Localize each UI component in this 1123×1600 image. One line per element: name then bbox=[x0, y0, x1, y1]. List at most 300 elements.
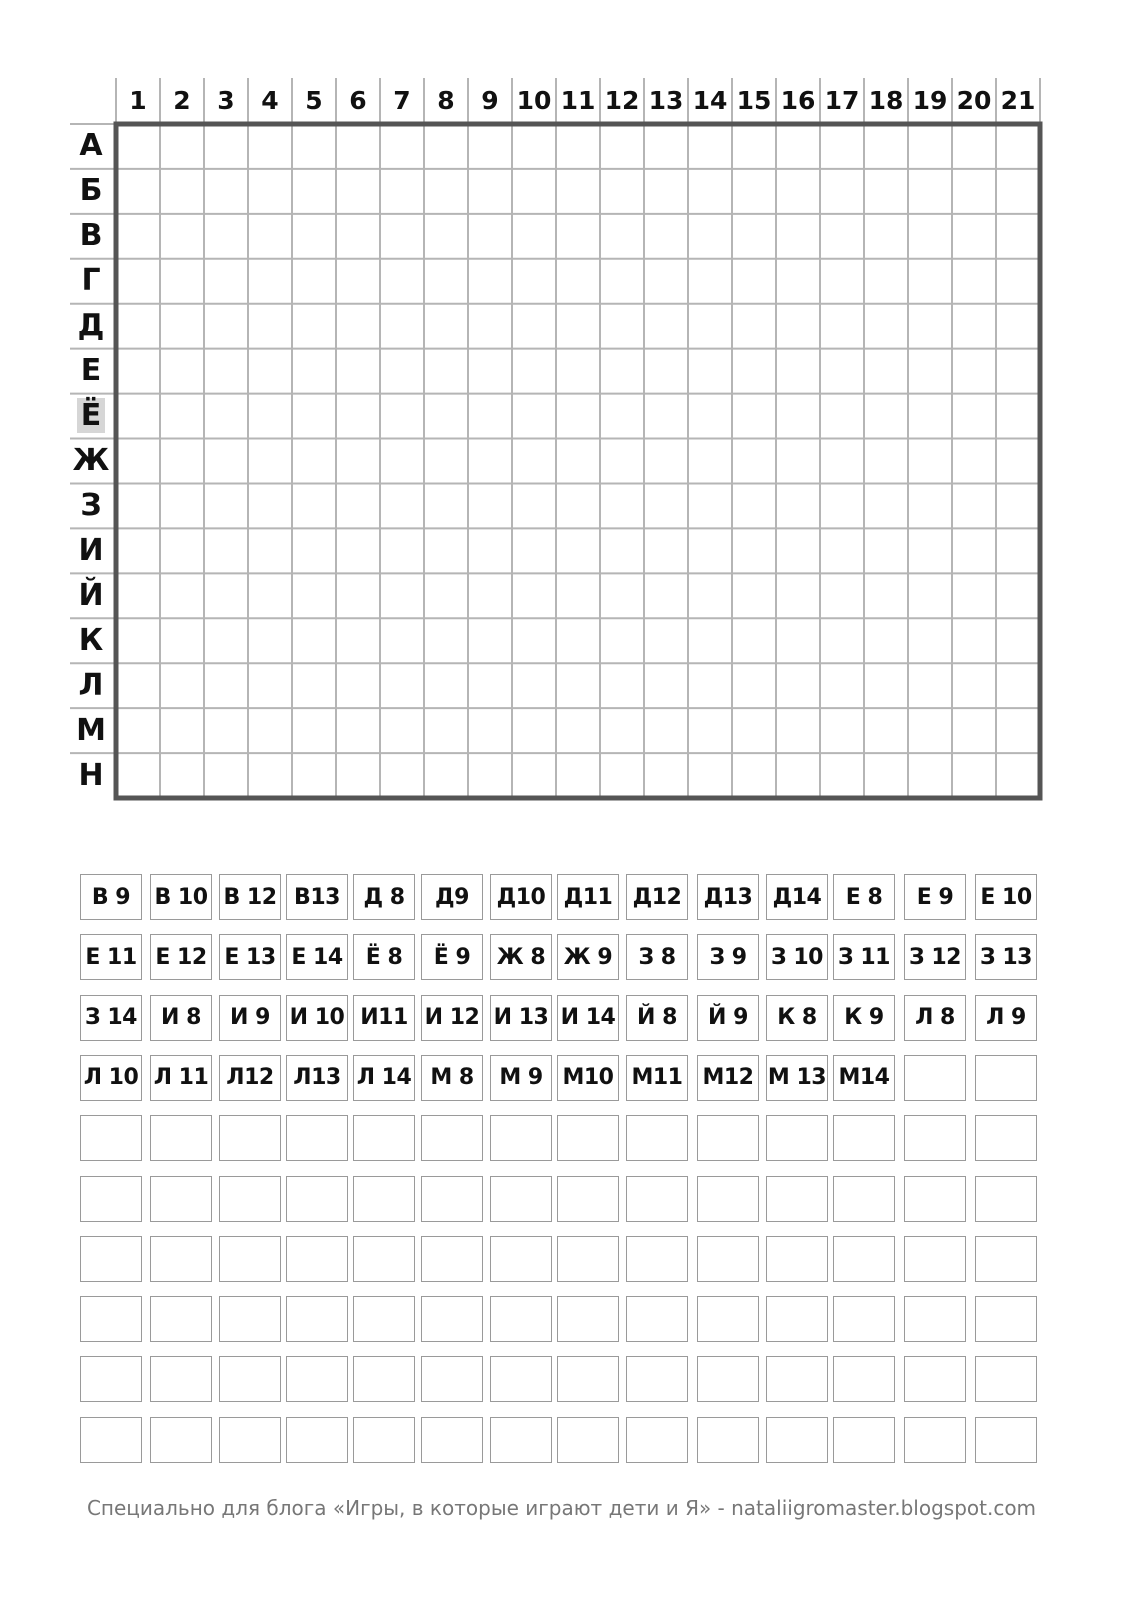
grid-cell[interactable] bbox=[381, 125, 423, 168]
grid-cell[interactable] bbox=[117, 440, 159, 483]
grid-cell[interactable] bbox=[337, 440, 379, 483]
grid-cell[interactable] bbox=[689, 350, 731, 393]
grid-cell[interactable] bbox=[117, 574, 159, 617]
grid-cell[interactable] bbox=[381, 619, 423, 662]
grid-cell[interactable] bbox=[117, 260, 159, 303]
grid-cell[interactable] bbox=[205, 395, 247, 438]
grid-cell[interactable] bbox=[337, 170, 379, 213]
grid-cell[interactable] bbox=[557, 395, 599, 438]
grid-cell[interactable] bbox=[205, 125, 247, 168]
grid-cell[interactable] bbox=[469, 125, 511, 168]
grid-cell[interactable] bbox=[381, 260, 423, 303]
grid-cell[interactable] bbox=[689, 170, 731, 213]
grid-cell[interactable] bbox=[601, 619, 643, 662]
grid-cell[interactable] bbox=[205, 215, 247, 258]
grid-cell[interactable] bbox=[953, 395, 995, 438]
grid-cell[interactable] bbox=[337, 260, 379, 303]
grid-cell[interactable] bbox=[821, 125, 863, 168]
grid-cell[interactable] bbox=[777, 305, 819, 348]
grid-cell[interactable] bbox=[821, 260, 863, 303]
grid-cell[interactable] bbox=[249, 215, 291, 258]
grid-cell[interactable] bbox=[733, 125, 775, 168]
grid-cell[interactable] bbox=[337, 574, 379, 617]
grid-cell[interactable] bbox=[689, 754, 731, 797]
grid-cell[interactable] bbox=[161, 440, 203, 483]
grid-cell[interactable] bbox=[337, 754, 379, 797]
grid-cell[interactable] bbox=[909, 305, 951, 348]
grid-cell[interactable] bbox=[117, 664, 159, 707]
grid-cell[interactable] bbox=[557, 215, 599, 258]
grid-cell[interactable] bbox=[645, 574, 687, 617]
grid-cell[interactable] bbox=[953, 170, 995, 213]
grid-cell[interactable] bbox=[381, 350, 423, 393]
grid-cell[interactable] bbox=[293, 709, 335, 752]
grid-cell[interactable] bbox=[293, 754, 335, 797]
grid-cell[interactable] bbox=[293, 529, 335, 572]
grid-cell[interactable] bbox=[733, 664, 775, 707]
grid-cell[interactable] bbox=[161, 709, 203, 752]
grid-cell[interactable] bbox=[909, 170, 951, 213]
grid-cell[interactable] bbox=[249, 619, 291, 662]
grid-cell[interactable] bbox=[117, 709, 159, 752]
grid-cell[interactable] bbox=[601, 260, 643, 303]
grid-cell[interactable] bbox=[821, 709, 863, 752]
grid-cell[interactable] bbox=[117, 484, 159, 527]
grid-cell[interactable] bbox=[953, 529, 995, 572]
grid-cell[interactable] bbox=[469, 754, 511, 797]
grid-cell[interactable] bbox=[689, 215, 731, 258]
grid-cell[interactable] bbox=[469, 484, 511, 527]
grid-cell[interactable] bbox=[953, 709, 995, 752]
grid-cell[interactable] bbox=[249, 350, 291, 393]
grid-cell[interactable] bbox=[777, 395, 819, 438]
grid-cell[interactable] bbox=[381, 215, 423, 258]
grid-cell[interactable] bbox=[381, 664, 423, 707]
grid-cell[interactable] bbox=[953, 754, 995, 797]
grid-cell[interactable] bbox=[425, 125, 467, 168]
grid-cell[interactable] bbox=[909, 215, 951, 258]
grid-cell[interactable] bbox=[161, 260, 203, 303]
grid-cell[interactable] bbox=[909, 260, 951, 303]
grid-cell[interactable] bbox=[777, 754, 819, 797]
grid-cell[interactable] bbox=[205, 619, 247, 662]
grid-cell[interactable] bbox=[161, 529, 203, 572]
grid-cell[interactable] bbox=[557, 574, 599, 617]
grid-cell[interactable] bbox=[865, 215, 907, 258]
grid-cell[interactable] bbox=[997, 395, 1039, 438]
grid-cell[interactable] bbox=[601, 574, 643, 617]
grid-cell[interactable] bbox=[645, 709, 687, 752]
grid-cell[interactable] bbox=[249, 260, 291, 303]
grid-cell[interactable] bbox=[513, 574, 555, 617]
grid-cell[interactable] bbox=[645, 170, 687, 213]
grid-cell[interactable] bbox=[601, 125, 643, 168]
grid-cell[interactable] bbox=[205, 305, 247, 348]
grid-cell[interactable] bbox=[557, 754, 599, 797]
grid-cell[interactable] bbox=[513, 484, 555, 527]
grid-cell[interactable] bbox=[645, 215, 687, 258]
grid-cell[interactable] bbox=[645, 395, 687, 438]
grid-cell[interactable] bbox=[513, 215, 555, 258]
grid-cell[interactable] bbox=[381, 170, 423, 213]
grid-cell[interactable] bbox=[205, 260, 247, 303]
grid-cell[interactable] bbox=[865, 170, 907, 213]
grid-cell[interactable] bbox=[337, 215, 379, 258]
grid-cell[interactable] bbox=[513, 754, 555, 797]
grid-cell[interactable] bbox=[777, 574, 819, 617]
grid-cell[interactable] bbox=[645, 350, 687, 393]
grid-cell[interactable] bbox=[821, 754, 863, 797]
grid-cell[interactable] bbox=[909, 395, 951, 438]
grid-cell[interactable] bbox=[953, 260, 995, 303]
grid-cell[interactable] bbox=[117, 125, 159, 168]
grid-cell[interactable] bbox=[865, 484, 907, 527]
grid-cell[interactable] bbox=[161, 754, 203, 797]
grid-cell[interactable] bbox=[425, 260, 467, 303]
grid-cell[interactable] bbox=[161, 484, 203, 527]
grid-cell[interactable] bbox=[821, 664, 863, 707]
grid-cell[interactable] bbox=[469, 574, 511, 617]
grid-cell[interactable] bbox=[821, 484, 863, 527]
grid-cell[interactable] bbox=[557, 350, 599, 393]
grid-cell[interactable] bbox=[953, 574, 995, 617]
grid-cell[interactable] bbox=[249, 574, 291, 617]
grid-cell[interactable] bbox=[953, 350, 995, 393]
grid-cell[interactable] bbox=[469, 305, 511, 348]
grid-cell[interactable] bbox=[425, 529, 467, 572]
grid-cell[interactable] bbox=[733, 260, 775, 303]
grid-cell[interactable] bbox=[777, 709, 819, 752]
grid-cell[interactable] bbox=[689, 260, 731, 303]
grid-cell[interactable] bbox=[601, 215, 643, 258]
grid-cell[interactable] bbox=[953, 305, 995, 348]
grid-cell[interactable] bbox=[513, 350, 555, 393]
grid-cell[interactable] bbox=[865, 395, 907, 438]
grid-cell[interactable] bbox=[337, 125, 379, 168]
grid-cell[interactable] bbox=[161, 574, 203, 617]
grid-cell[interactable] bbox=[557, 709, 599, 752]
grid-cell[interactable] bbox=[249, 170, 291, 213]
grid-cell[interactable] bbox=[557, 484, 599, 527]
grid-cell[interactable] bbox=[953, 125, 995, 168]
grid-cell[interactable] bbox=[293, 395, 335, 438]
grid-cell[interactable] bbox=[117, 395, 159, 438]
grid-cell[interactable] bbox=[777, 484, 819, 527]
grid-cell[interactable] bbox=[249, 440, 291, 483]
grid-cell[interactable] bbox=[953, 484, 995, 527]
grid-cell[interactable] bbox=[777, 170, 819, 213]
grid-cell[interactable] bbox=[645, 440, 687, 483]
grid-cell[interactable] bbox=[513, 440, 555, 483]
grid-cell[interactable] bbox=[513, 395, 555, 438]
grid-cell[interactable] bbox=[733, 395, 775, 438]
grid-cell[interactable] bbox=[249, 754, 291, 797]
grid-cell[interactable] bbox=[425, 754, 467, 797]
grid-cell[interactable] bbox=[337, 350, 379, 393]
grid-cell[interactable] bbox=[557, 125, 599, 168]
grid-cell[interactable] bbox=[293, 619, 335, 662]
grid-cell[interactable] bbox=[909, 709, 951, 752]
grid-cell[interactable] bbox=[337, 529, 379, 572]
grid-cell[interactable] bbox=[293, 484, 335, 527]
grid-cell[interactable] bbox=[689, 395, 731, 438]
grid-cell[interactable] bbox=[601, 754, 643, 797]
grid-cell[interactable] bbox=[381, 709, 423, 752]
grid-cell[interactable] bbox=[557, 619, 599, 662]
grid-cell[interactable] bbox=[469, 260, 511, 303]
grid-cell[interactable] bbox=[997, 709, 1039, 752]
grid-cell[interactable] bbox=[733, 350, 775, 393]
grid-cell[interactable] bbox=[997, 170, 1039, 213]
grid-cell[interactable] bbox=[513, 170, 555, 213]
grid-cell[interactable] bbox=[821, 395, 863, 438]
grid-cell[interactable] bbox=[689, 125, 731, 168]
grid-cell[interactable] bbox=[953, 440, 995, 483]
grid-cell[interactable] bbox=[601, 395, 643, 438]
grid-cell[interactable] bbox=[557, 260, 599, 303]
grid-cell[interactable] bbox=[601, 440, 643, 483]
grid-cell[interactable] bbox=[601, 709, 643, 752]
grid-cell[interactable] bbox=[865, 709, 907, 752]
grid-cell[interactable] bbox=[821, 619, 863, 662]
grid-cell[interactable] bbox=[953, 215, 995, 258]
grid-cell[interactable] bbox=[205, 529, 247, 572]
grid-cell[interactable] bbox=[821, 440, 863, 483]
grid-cell[interactable] bbox=[513, 260, 555, 303]
grid-cell[interactable] bbox=[865, 125, 907, 168]
grid-cell[interactable] bbox=[205, 754, 247, 797]
grid-cell[interactable] bbox=[249, 664, 291, 707]
grid-cell[interactable] bbox=[557, 664, 599, 707]
grid-cell[interactable] bbox=[381, 574, 423, 617]
grid-cell[interactable] bbox=[733, 709, 775, 752]
grid-cell[interactable] bbox=[249, 395, 291, 438]
grid-cell[interactable] bbox=[161, 664, 203, 707]
grid-cell[interactable] bbox=[909, 484, 951, 527]
grid-cell[interactable] bbox=[997, 484, 1039, 527]
grid-cell[interactable] bbox=[865, 664, 907, 707]
grid-cell[interactable] bbox=[865, 260, 907, 303]
grid-cell[interactable] bbox=[689, 574, 731, 617]
grid-cell[interactable] bbox=[513, 664, 555, 707]
grid-cell[interactable] bbox=[425, 484, 467, 527]
grid-cell[interactable] bbox=[601, 305, 643, 348]
grid-cell[interactable] bbox=[513, 709, 555, 752]
grid-cell[interactable] bbox=[117, 305, 159, 348]
grid-cell[interactable] bbox=[601, 170, 643, 213]
grid-cell[interactable] bbox=[909, 440, 951, 483]
grid-cell[interactable] bbox=[777, 125, 819, 168]
grid-cell[interactable] bbox=[777, 350, 819, 393]
grid-cell[interactable] bbox=[909, 350, 951, 393]
grid-cell[interactable] bbox=[381, 395, 423, 438]
grid-cell[interactable] bbox=[337, 709, 379, 752]
grid-cell[interactable] bbox=[293, 350, 335, 393]
grid-cell[interactable] bbox=[117, 215, 159, 258]
grid-cell[interactable] bbox=[909, 619, 951, 662]
grid-cell[interactable] bbox=[997, 260, 1039, 303]
grid-cell[interactable] bbox=[249, 529, 291, 572]
grid-cell[interactable] bbox=[733, 484, 775, 527]
grid-cell[interactable] bbox=[381, 305, 423, 348]
grid-cell[interactable] bbox=[689, 440, 731, 483]
grid-cell[interactable] bbox=[469, 619, 511, 662]
grid-cell[interactable] bbox=[249, 709, 291, 752]
grid-cell[interactable] bbox=[689, 484, 731, 527]
grid-cell[interactable] bbox=[601, 529, 643, 572]
grid-cell[interactable] bbox=[293, 170, 335, 213]
grid-cell[interactable] bbox=[865, 305, 907, 348]
grid-cell[interactable] bbox=[249, 125, 291, 168]
grid-cell[interactable] bbox=[381, 440, 423, 483]
grid-cell[interactable] bbox=[865, 754, 907, 797]
grid-cell[interactable] bbox=[513, 619, 555, 662]
grid-cell[interactable] bbox=[293, 574, 335, 617]
grid-cell[interactable] bbox=[689, 664, 731, 707]
grid-cell[interactable] bbox=[777, 260, 819, 303]
grid-cell[interactable] bbox=[997, 305, 1039, 348]
grid-cell[interactable] bbox=[777, 664, 819, 707]
grid-cell[interactable] bbox=[425, 305, 467, 348]
grid-cell[interactable] bbox=[645, 529, 687, 572]
grid-cell[interactable] bbox=[249, 305, 291, 348]
grid-cell[interactable] bbox=[865, 574, 907, 617]
grid-cell[interactable] bbox=[777, 215, 819, 258]
grid-cell[interactable] bbox=[909, 754, 951, 797]
grid-cell[interactable] bbox=[997, 125, 1039, 168]
grid-cell[interactable] bbox=[865, 529, 907, 572]
grid-cell[interactable] bbox=[513, 529, 555, 572]
grid-cell[interactable] bbox=[425, 619, 467, 662]
grid-cell[interactable] bbox=[469, 350, 511, 393]
grid-cell[interactable] bbox=[821, 350, 863, 393]
grid-cell[interactable] bbox=[513, 125, 555, 168]
grid-cell[interactable] bbox=[117, 170, 159, 213]
grid-cell[interactable] bbox=[205, 484, 247, 527]
grid-cell[interactable] bbox=[161, 350, 203, 393]
grid-cell[interactable] bbox=[205, 574, 247, 617]
grid-cell[interactable] bbox=[733, 574, 775, 617]
grid-cell[interactable] bbox=[513, 305, 555, 348]
grid-cell[interactable] bbox=[469, 529, 511, 572]
grid-cell[interactable] bbox=[997, 574, 1039, 617]
grid-cell[interactable] bbox=[425, 215, 467, 258]
grid-cell[interactable] bbox=[381, 484, 423, 527]
grid-cell[interactable] bbox=[733, 619, 775, 662]
grid-cell[interactable] bbox=[161, 125, 203, 168]
grid-cell[interactable] bbox=[161, 619, 203, 662]
grid-cell[interactable] bbox=[293, 440, 335, 483]
grid-cell[interactable] bbox=[161, 395, 203, 438]
grid-cell[interactable] bbox=[733, 440, 775, 483]
grid-cell[interactable] bbox=[997, 619, 1039, 662]
grid-cell[interactable] bbox=[117, 619, 159, 662]
grid-cell[interactable] bbox=[425, 574, 467, 617]
grid-cell[interactable] bbox=[249, 484, 291, 527]
grid-cell[interactable] bbox=[645, 754, 687, 797]
grid-cell[interactable] bbox=[337, 305, 379, 348]
grid-cell[interactable] bbox=[777, 440, 819, 483]
grid-cell[interactable] bbox=[425, 170, 467, 213]
grid-cell[interactable] bbox=[645, 305, 687, 348]
grid-cell[interactable] bbox=[337, 484, 379, 527]
grid-cell[interactable] bbox=[117, 754, 159, 797]
grid-cell[interactable] bbox=[821, 215, 863, 258]
grid-cell[interactable] bbox=[997, 754, 1039, 797]
grid-cell[interactable] bbox=[865, 619, 907, 662]
grid-cell[interactable] bbox=[645, 619, 687, 662]
grid-cell[interactable] bbox=[557, 305, 599, 348]
grid-cell[interactable] bbox=[205, 350, 247, 393]
grid-cell[interactable] bbox=[337, 395, 379, 438]
grid-cell[interactable] bbox=[645, 484, 687, 527]
grid-cell[interactable] bbox=[117, 529, 159, 572]
grid-cell[interactable] bbox=[469, 440, 511, 483]
grid-cell[interactable] bbox=[865, 350, 907, 393]
grid-cell[interactable] bbox=[425, 395, 467, 438]
grid-cell[interactable] bbox=[909, 664, 951, 707]
grid-cell[interactable] bbox=[117, 350, 159, 393]
grid-cell[interactable] bbox=[425, 350, 467, 393]
grid-cell[interactable] bbox=[953, 619, 995, 662]
grid-cell[interactable] bbox=[293, 664, 335, 707]
grid-cell[interactable] bbox=[161, 170, 203, 213]
grid-cell[interactable] bbox=[909, 574, 951, 617]
grid-cell[interactable] bbox=[161, 215, 203, 258]
grid-cell[interactable] bbox=[733, 170, 775, 213]
grid-cell[interactable] bbox=[821, 170, 863, 213]
grid-cell[interactable] bbox=[381, 754, 423, 797]
grid-cell[interactable] bbox=[337, 664, 379, 707]
grid-cell[interactable] bbox=[689, 709, 731, 752]
grid-cell[interactable] bbox=[293, 125, 335, 168]
grid-cell[interactable] bbox=[645, 664, 687, 707]
grid-cell[interactable] bbox=[205, 664, 247, 707]
grid-cell[interactable] bbox=[645, 260, 687, 303]
grid-cell[interactable] bbox=[689, 529, 731, 572]
grid-cell[interactable] bbox=[997, 664, 1039, 707]
grid-cell[interactable] bbox=[953, 664, 995, 707]
grid-cell[interactable] bbox=[733, 754, 775, 797]
grid-cell[interactable] bbox=[909, 529, 951, 572]
grid-cell[interactable] bbox=[733, 305, 775, 348]
grid-cell[interactable] bbox=[601, 664, 643, 707]
grid-cell[interactable] bbox=[997, 440, 1039, 483]
grid-cell[interactable] bbox=[205, 440, 247, 483]
grid-cell[interactable] bbox=[997, 350, 1039, 393]
grid-cell[interactable] bbox=[689, 305, 731, 348]
grid-cell[interactable] bbox=[865, 440, 907, 483]
grid-cell[interactable] bbox=[777, 529, 819, 572]
grid-cell[interactable] bbox=[469, 664, 511, 707]
grid-cell[interactable] bbox=[733, 529, 775, 572]
grid-cell[interactable] bbox=[469, 709, 511, 752]
grid-cell[interactable] bbox=[601, 350, 643, 393]
grid-cell[interactable] bbox=[601, 484, 643, 527]
grid-cell[interactable] bbox=[381, 529, 423, 572]
grid-cell[interactable] bbox=[733, 215, 775, 258]
grid-cell[interactable] bbox=[909, 125, 951, 168]
grid-cell[interactable] bbox=[557, 529, 599, 572]
grid-cell[interactable] bbox=[425, 440, 467, 483]
grid-cell[interactable] bbox=[205, 170, 247, 213]
grid-cell[interactable] bbox=[777, 619, 819, 662]
grid-cell[interactable] bbox=[821, 574, 863, 617]
grid-cell[interactable] bbox=[557, 170, 599, 213]
grid-cell[interactable] bbox=[469, 170, 511, 213]
grid-cell[interactable] bbox=[821, 305, 863, 348]
grid-cell[interactable] bbox=[425, 664, 467, 707]
